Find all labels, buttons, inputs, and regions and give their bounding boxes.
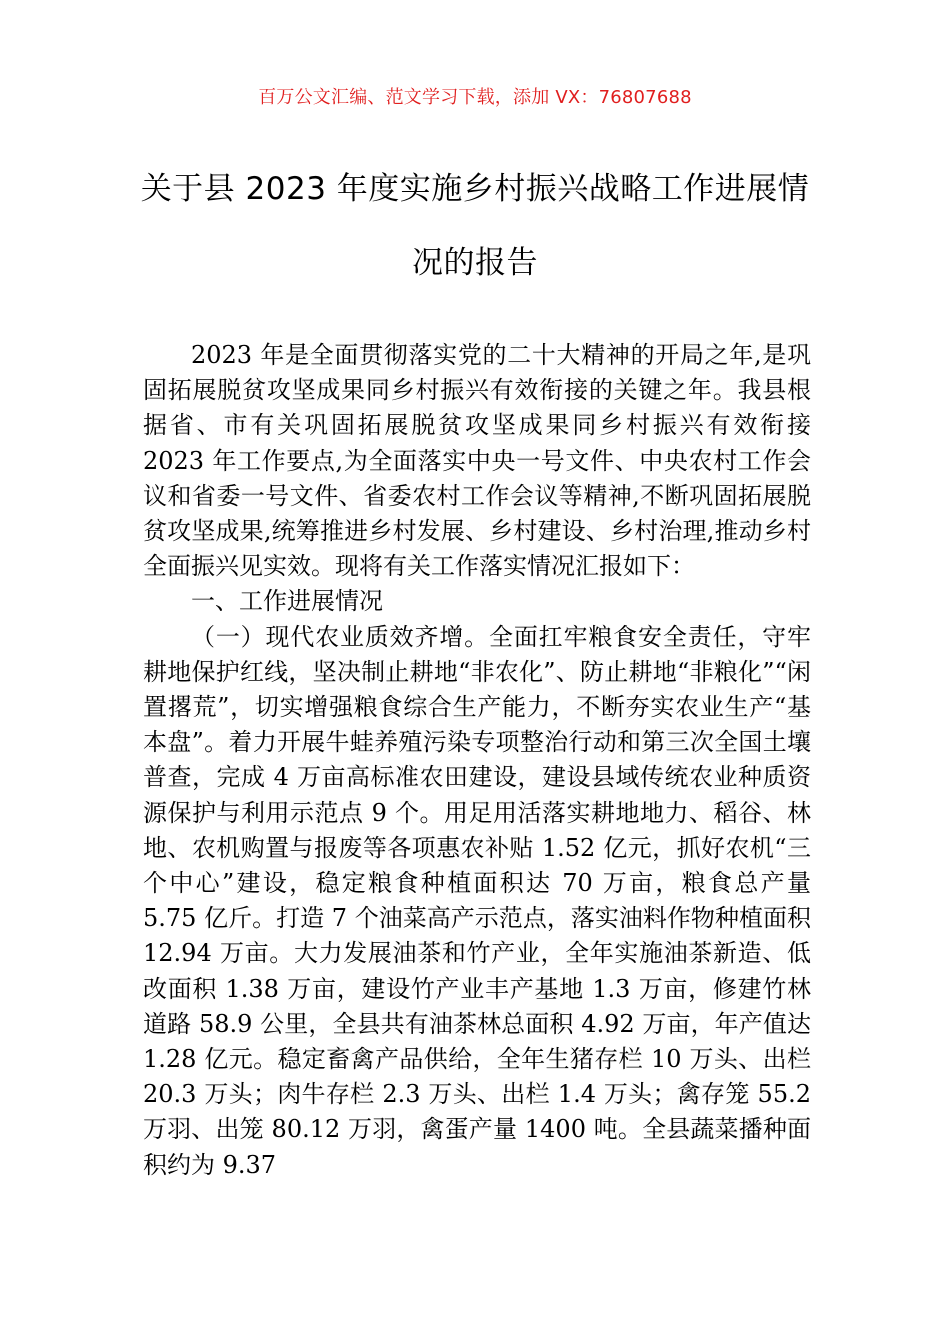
intro-paragraph: 2023 年是全面贯彻落实党的二十大精神的开局之年,是巩固拓展脱贫攻坚成果同乡村振兴有效衔接的关键之年。我县根据省、市有关巩固拓展脱贫攻坚成果同乡村振兴有效衔接 2023 年工作要点,为全面落实中央一号文件、中央农村工作会议和省委一号文件、省委农村工作会议等精神,不断巩固拓展脱贫攻坚成果,统筹推进乡村发展、乡村建设、乡村治理,推动乡村全面振兴见实效。现将有关工作落实情况汇报如下： xyxy=(143,341,811,581)
header-note: 百万公文汇编、范文学习下载，添加 VX：76807688 xyxy=(258,87,692,108)
section-heading: 一、工作进展情况 xyxy=(191,587,383,616)
document-title: 关于县 2023 年度实施乡村振兴战略工作进展情况的报告 xyxy=(140,171,810,281)
document-body xyxy=(143,338,811,1183)
subsection-paragraph: （一）现代农业质效齐增。全面扛牢粮食安全责任，守牢耕地保护红线，坚决制止耕地“非农化”、防止耕地“非粮化”“闲置撂荒”，切实增强粮食综合生产能力，不断夯实农业生产“基本盘”。着力开展牛蛙养殖污染专项整治行动和第三次全国土壤普查，完成 4 万亩高标准农田建设，建设县域传统农业种质资源保护与利用示范点 9 个。用足用活落实耕地地力、稻谷、林地、农机购置与报废等各项惠农补贴 1.52 亿元，抓好农机“三个中心”建设，稳定粮食种植面积达 70 万亩，粮食总产量 5.75 亿斤。打造 7 个油菜高产示范点，落实油料作物种植面积 12.94 万亩。大力发展油茶和竹产业，全年实施油茶新造、低改面积 1.38 万亩，建设竹产业丰产基地 1.3 万亩，修建竹林道路 58.9 公里，全县共有油茶林总面积 4.92 万亩，年产值达 1.28 亿元。稳定畜禽产品供给，全年生猪存栏 10 万头、出栏 20.3 万头；肉牛存栏 2.3 万头、出栏 1.4 万头；禽存笼 55.2 万羽、出笼 80.12 万羽，禽蛋产量 1400 吨。全县蔬菜播种面积约为 9.37 xyxy=(143,622,811,1179)
